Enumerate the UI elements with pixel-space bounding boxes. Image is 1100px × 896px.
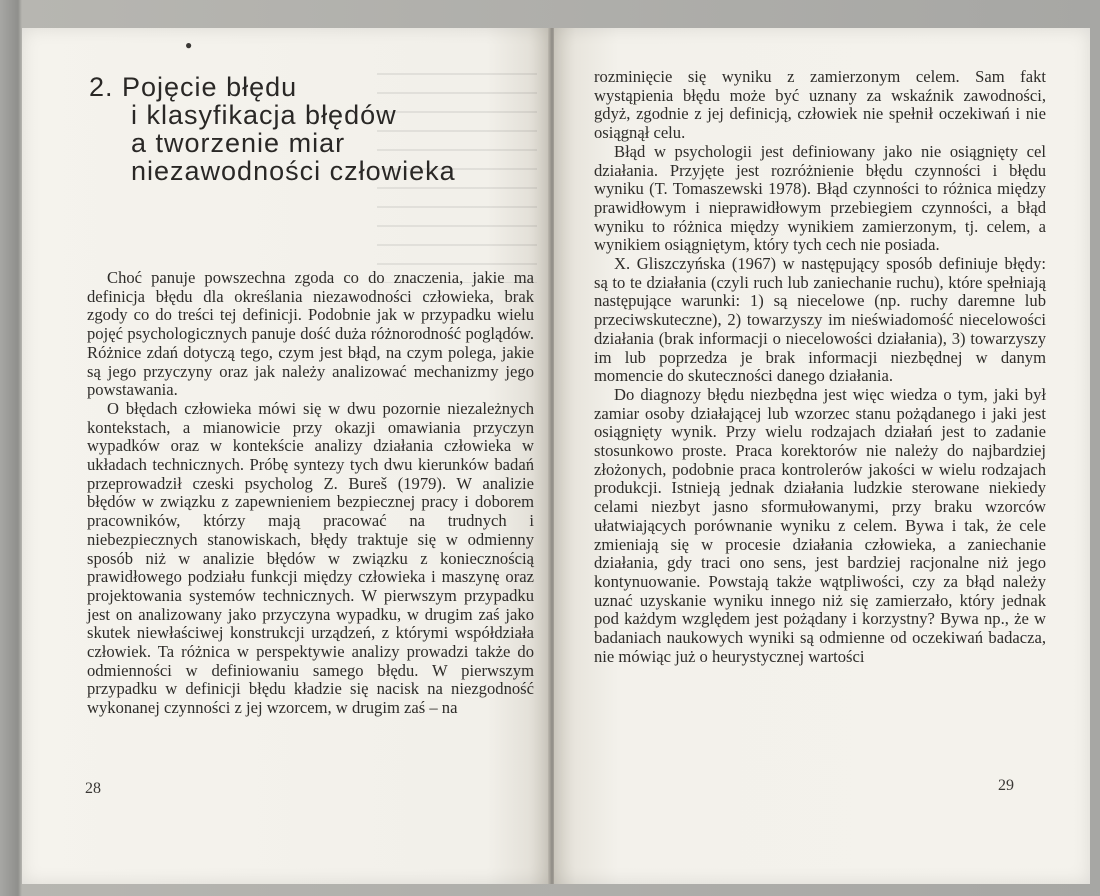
paragraph: X. Gliszczyńska (1967) w następujący sposób definiuje błędy: są to te działania (czyli ruch lub zaniechanie ruchu), które spełniają następujące warunki: 1) są niecelowe (np. ruchy daremne lub przeciwskuteczne), 2) towarzyszy im nieświadomość niecelowości działania (brak informacji o niecelowości działania), 3) towarzyszy im lub poprzedza je brak informacji niezbędnej w danym momencie do skuteczności danego działania. [594,254,1046,386]
left-page [22,28,550,884]
right-page-body [594,68,1046,667]
left-page-body [87,269,534,718]
paragraph: O błędach człowieka mówi się w dwu pozornie niezależnych kontekstach, a mianowicie przy okazji omawiania przyczyn wypadków oraz w kontekście analizy działania człowieka w układach technicznych. Próbę syntezy tych dwu kierunków badań przeprowadził czeski psycholog Z. Bureš (1979). W analizie błędów w związku z zapewnieniem bezpiecznej pracy i doborem pracowników, którzy mają pracować na trudnych i niebezpiecznych stanowiskach, błędy traktuje się w odmienny sposób niż w analizie błędów w związku z koniecznością prawidłowego podziału funkcji między człowieka i maszynę oraz projektowania systemów technicznych. W pierwszym przypadku jest on analizowany jako przyczyna wypadku, w drugim zaś jako skutek niewłaściwej konstrukcji urządzeń, z którymi współdziała człowiek. Ta różnica w perspektywie analizy prowadzi także do odmienności w definiowaniu samego błędu. W pierwszym przypadku w definicji błędu kładzie się nacisk na niezgodność wykonanej czynności z jej wzorcem, w drugim zaś – na [87,398,534,718]
paragraph: Do diagnozy błędu niezbędna jest więc wiedza o tym, jaki był zamiar osoby działającej lub wzorzec stanu pożądanego i jaki jest osiągnięty wynik. Przy wielu rodzajach działań jest to zadanie stosunkowo proste. Praca korektorów nie należy do najbardziej złożonych, podobnie praca kontrolerów jakości w wielu rodzajach produkcji. Istnieją jednak działania ludzkie sterowane niekiedy celami niezbyt jasno sformułowanymi, przy braku wzorców ułatwiających porównanie wyniku z celem. Bywa i tak, że cele zmieniają się w procesie działania człowieka, a zaniechanie działania, gdy traci ono sens, jest bardziej racjonalne niż jego kontynuowanie. Powstają także wątpliwości, czy za błąd należy uznać uzyskanie wyniku innego niż się zamierzało, który jednak pod każdym względem jest pożądany i korzystny? Bywa np., że w badaniach naukowych wyniki są odmienne od oczekiwań badacza, nie mówiąc już o heurystycznej wartości [594,384,1046,666]
ink-speck: ● [185,38,193,52]
chapter-heading-line: a tworzenie miar [131,128,346,158]
paragraph: Choć panuje powszechna zgoda co do znaczenia, jakie ma definicja błędu dla określania niezawodności człowieka, brak zgody co do treści tej definicji. Podobnie jak w przypadku wielu pojęć psychologicznych panuje dość duża różnorodność poglądów. Różnice zdań dotyczą tego, czym jest błąd, na czym polega, jakie są jego przyczyny oraz jak należy analizować mechanizmy jego powstawania. [87,268,534,400]
paragraph: rozminięcie się wyniku z zamierzonym celem. Sam fakt wystąpienia błędu może być uznany za wskaźnik zawodności, gdyż, zgodnie z jej definicją, człowiek nie spełnił oczekiwań i nie osiągnął celu. [594,67,1046,143]
chapter-heading-line: 2. Pojęcie błędu [89,72,298,102]
right-page [554,28,1090,884]
page-number: 29 [998,777,1014,794]
chapter-heading-line: niezawodności człowieka [131,156,456,186]
paragraph: Błąd w psychologii jest definiowany jako nie osiągnięty cel działania. Przyjęte jest rozróżnienie błędu czynności i błędu wyniku (T. Tomaszewski 1978). Błąd czynności to różnica między prawidłowym i nieprawidłowym przebiegiem czynności, a błąd wyniku to różnica między wynikiem zamierzonym, tj. celem, a wynikiem osiągniętym, który tych cech nie posiada. [594,141,1046,255]
page-number: 28 [85,780,101,797]
chapter-heading [89,73,509,185]
chapter-heading-line: i klasyfikacja błędów [131,100,397,130]
